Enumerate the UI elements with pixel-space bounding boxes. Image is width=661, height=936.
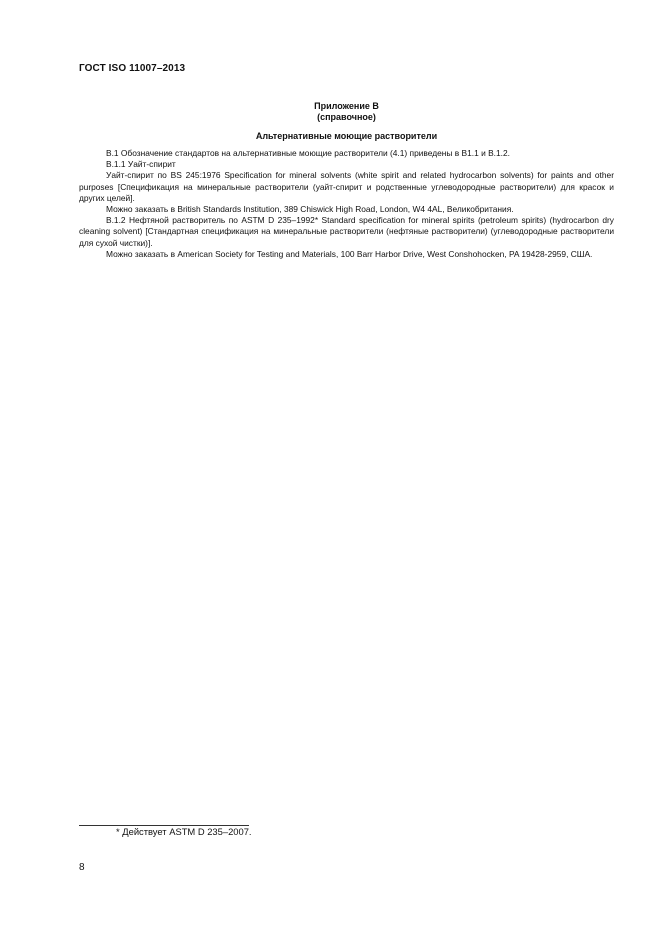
- paragraph-white-spirit: Уайт-спирит по BS 245:1976 Specification for mineral solvents (white spirit and related hydrocarbon solvents) for paints and other purposes [Спецификация на минеральные растворители (уайт-спирит и родственные углеводородные растворители) для красок и других целей].: [79, 170, 614, 203]
- footnote: * Действует ASTM D 235–2007.: [116, 826, 252, 837]
- appendix-heading: [79, 101, 614, 123]
- section-title: Альтернативные моющие растворители: [255, 131, 438, 141]
- paragraph-astm-order: Можно заказать в American Society for Testing and Materials, 100 Barr Harbor Drive, West Conshohocken, PA 19428-2959, США.: [106, 248, 593, 259]
- paragraph-b1: В.1 Обозначение стандартов на альтернативные моющие растворители (4.1) приведены в В1.1 и В.1.2.: [106, 148, 510, 158]
- appendix-title: Приложение В: [314, 101, 379, 111]
- appendix-body: [79, 148, 614, 260]
- paragraph-bsi-order: Можно заказать в British Standards Institution, 389 Chiswick High Road, London, W4 4AL, Великобритания.: [106, 204, 514, 215]
- standard-designation: ГОСТ ISO 11007–2013: [79, 63, 186, 74]
- appendix-status: (справочное): [317, 112, 376, 122]
- page-number: 8: [79, 862, 85, 873]
- paragraph-b12: В.1.2 Нефтяной растворитель по ASTM D 235–1992* Standard specification for mineral spirits (petroleum spirits) (hydrocarbon dry cleaning solvent) [Стандартная спецификация на минеральные растворители (нефтяные растворители) (углеводородные растворители для сухой чистки)].: [79, 215, 614, 248]
- paragraph-b11-heading: В.1.1 Уайт-спирит: [106, 159, 176, 170]
